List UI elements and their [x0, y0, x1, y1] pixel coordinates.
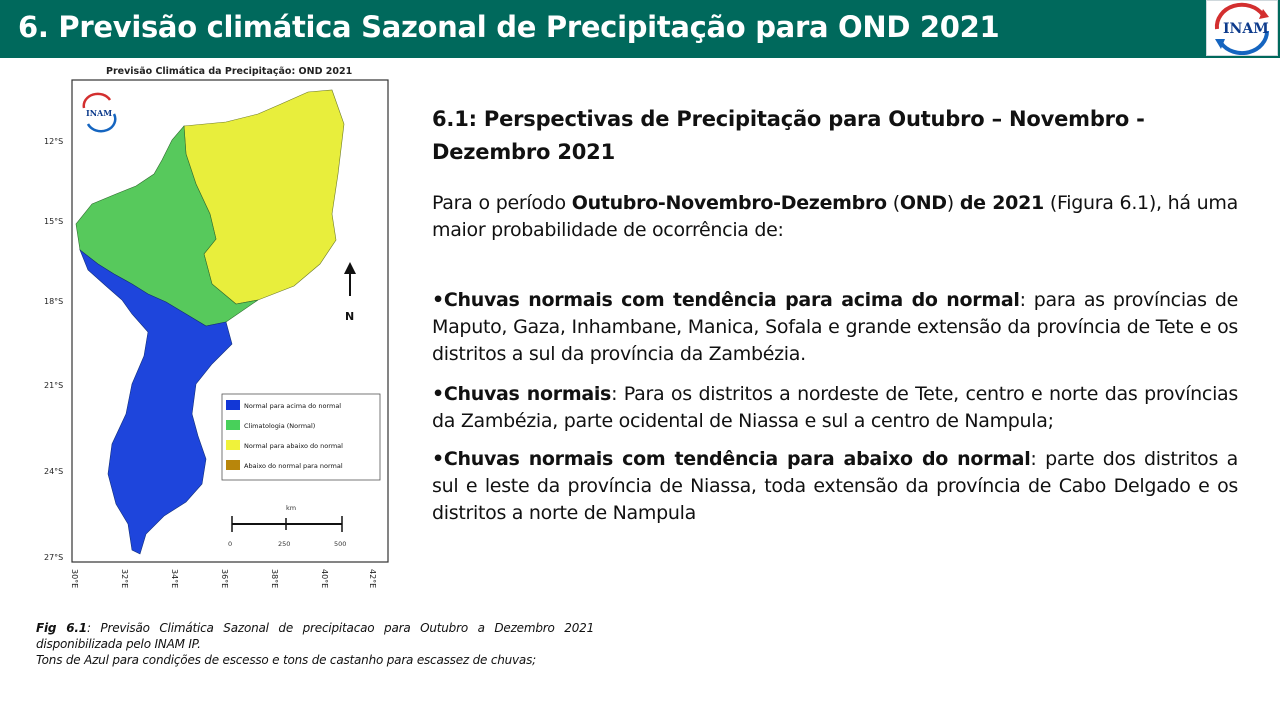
- lon-tick: 30°E: [70, 569, 79, 589]
- scale-tick: 500: [334, 540, 347, 548]
- bullet-below-normal: •Chuvas normais com tendência para abaixo do normal: parte dos distritos a sul e leste da província de Niassa, toda extensão da província de Cabo Delgado e os distritos a norte de Nampula: [432, 448, 1238, 524]
- lon-tick: 42°E: [368, 569, 377, 589]
- scale-tick: 0: [228, 540, 233, 548]
- lon-tick: 36°E: [220, 569, 229, 589]
- lon-tick: 34°E: [170, 569, 179, 589]
- inam-logo: [1206, 0, 1278, 56]
- precipitation-map: [36, 64, 396, 604]
- bullet-above-normal: •Chuvas normais com tendência para acima do normal: para as províncias de Maputo, Gaza, Inhambane, Manica, Sofala e grande extensão da província de Tete e os distritos a sul da província da Zambézia.: [432, 289, 1238, 365]
- legend-swatch-below-normal: [226, 440, 240, 450]
- legend-label: Normal para abaixo do normal: [244, 442, 343, 450]
- lat-tick: 21°S: [44, 381, 64, 390]
- lon-tick: 32°E: [120, 569, 129, 589]
- lat-tick: 24°S: [44, 467, 64, 476]
- legend-swatch-normal: [226, 420, 240, 430]
- legend-label: Abaixo do normal para normal: [244, 462, 343, 470]
- scale-tick: 250: [278, 540, 291, 548]
- north-label: N: [345, 310, 355, 323]
- longitude-ticks: [70, 569, 377, 588]
- precipitation-map-figure: [36, 64, 396, 604]
- slide-title: 6. Previsão climática Sazonal de Precipitação para OND 2021: [18, 10, 1000, 44]
- title-bar: [0, 0, 1280, 58]
- figure-caption: [36, 620, 594, 668]
- legend-label: Normal para acima do normal: [244, 402, 342, 410]
- map-title: Previsão Climática da Precipitação: OND 2021: [106, 66, 353, 77]
- lon-tick: 40°E: [320, 569, 329, 589]
- caption-label: Fig 6.1: [36, 621, 87, 635]
- legend-label: Climatologia (Normal): [244, 422, 316, 430]
- lon-tick: 38°E: [270, 569, 279, 589]
- bullet-normal: •Chuvas normais: Para os distritos a nordeste de Tete, centro e norte das províncias da Zambézia, parte ocidental de Niassa e sul a centro de Nampula;: [432, 383, 1238, 432]
- caption-line2: Tons de Azul para condições de escesso e tons de castanho para escassez de chuvas;: [36, 653, 536, 667]
- map-logo-text: INAM: [86, 108, 113, 118]
- lat-tick: 27°S: [44, 553, 64, 562]
- map-legend: [222, 394, 380, 480]
- lat-tick: 12°S: [44, 137, 64, 146]
- caption-line1: : Previsão Climática Sazonal de precipitacao para Outubro a Dezembro 2021 disponibilizada pelo INAM IP.: [36, 621, 595, 651]
- scale-unit: km: [286, 504, 297, 512]
- lat-tick: 15°S: [44, 217, 64, 226]
- legend-swatch-above-normal: [226, 400, 240, 410]
- logo-text: INAM: [1223, 21, 1269, 37]
- lat-tick: 18°S: [44, 297, 64, 306]
- latitude-ticks: [44, 137, 63, 562]
- section-title: 6.1: Perspectivas de Precipitação para Outubro – Novembro - Dezembro 2021: [432, 107, 1145, 164]
- intro-paragraph: Para o período Outubro-Novembro-Dezembro (OND) de 2021 (Figura 6.1), há uma maior probabilidade de ocorrência de:: [432, 192, 1238, 241]
- legend-swatch-below-to-normal: [226, 460, 240, 470]
